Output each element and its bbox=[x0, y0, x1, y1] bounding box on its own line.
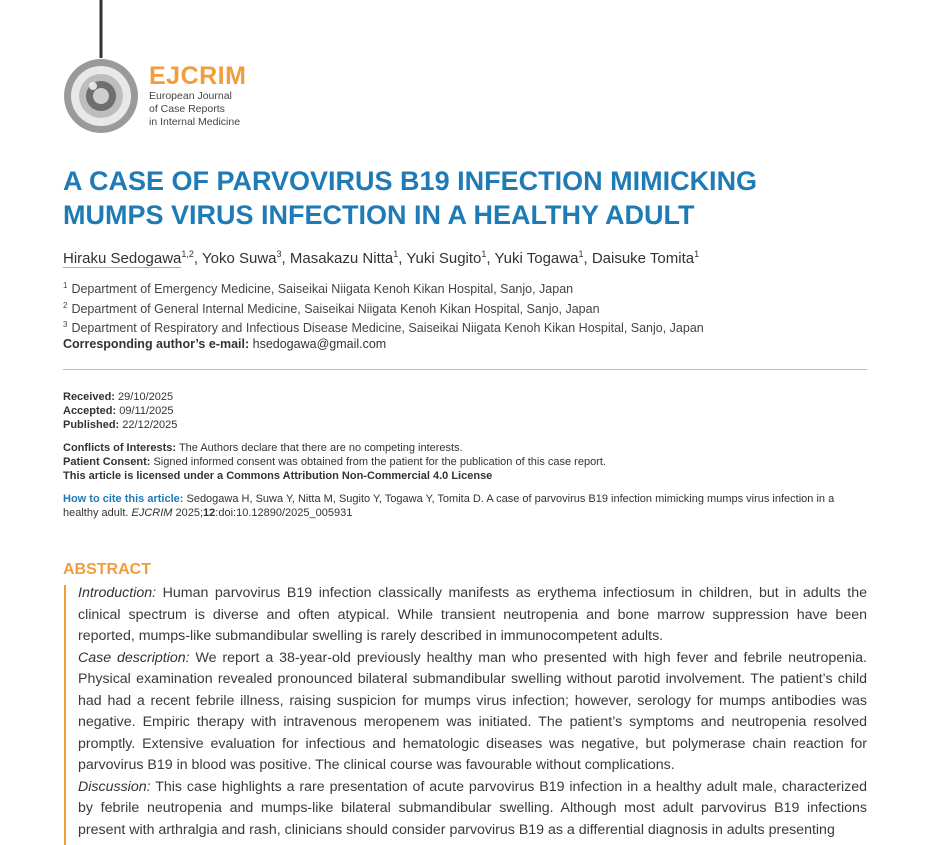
abstract-body bbox=[78, 583, 867, 841]
author-name: Yuki Togawa bbox=[494, 250, 579, 267]
citation-text: Sedogawa H, Suwa Y, Nitta M, Sugito Y, Togawa Y, Tomita D. A case of parvovirus B19 infection mimicking mumps virus infection in a healthy adult. bbox=[63, 493, 835, 519]
citation: How to cite this article: Sedogawa H, Suwa Y, Nitta M, Sugito Y, Togawa Y, Tomita D. A case of parvovirus B19 infection mimicking mumps virus infection in a healthy adult. EJCRIM 2025;12:doi:10.12890/2025_005931 bbox=[63, 493, 835, 519]
author-name: Masakazu Nitta bbox=[289, 250, 394, 267]
consent-statement: Patient Consent: Signed informed consent was obtained from the patient for the publication of this case report. bbox=[63, 456, 606, 468]
author-affiliation: 1 bbox=[481, 249, 487, 259]
affiliation-item: $^1$ Department of Emergency Medicine, Saiseikai Niigata Kenoh Kikan Hospital, Sanjo, Japan bbox=[63, 281, 574, 297]
author-name: Yuki Sugito bbox=[406, 250, 482, 267]
title-line: A CASE OF PARVOVIRUS B19 INFECTION MIMICKING bbox=[63, 166, 758, 196]
journal-name-line: in Internal Medicine bbox=[149, 116, 241, 128]
author-affiliation: 1 bbox=[578, 249, 584, 259]
conflicts-statement: Conflicts of Interests: The Authors declare that there are no competing interests. bbox=[63, 442, 463, 454]
abstract-introduction: Introduction: Human parvovirus B19 infection classically manifests as erythema infectiosum in children, but in adults the clinical spectrum is diverse and often atypical. While transient neutropenia and bone marrow suppression have been reported, mumps-like submandibular swelling is rarely described in immunocompetent adults. bbox=[78, 585, 867, 644]
published-date: Published: 22/12/2025 bbox=[63, 419, 178, 431]
citation-journal: EJCRIM bbox=[131, 507, 173, 519]
affiliation-list bbox=[63, 278, 704, 337]
author-affiliation: 1 bbox=[393, 249, 399, 259]
affiliation-item: $^3$ Department of Respiratory and Infectious Disease Medicine, Saiseikai Niigata Kenoh Kikan Hospital, Sanjo, Japan bbox=[63, 320, 704, 336]
divider bbox=[63, 369, 867, 370]
license-statement[interactable]: This article is licensed under a Commons Attribution Non-Commercial 4.0 License bbox=[63, 470, 493, 482]
corresponding-email[interactable]: hsedogawa@gmail.com bbox=[252, 337, 387, 351]
citation-doi[interactable]: :doi:10.12890/2025_005931 bbox=[215, 507, 353, 519]
accepted-date: Accepted: 09/11/2025 bbox=[63, 405, 174, 417]
journal-name-line: European Journal bbox=[149, 90, 232, 102]
article-notes bbox=[63, 441, 606, 483]
abstract-discussion: Discussion: This case highlights a rare presentation of acute parvovirus B19 infection in a healthy adult male, characterized by febrile neutropenia and mumps-like bilateral submandibular swelling. Although most adult parvovirus B19 infections present with arthralgia and rash, clinicians should consider parvovirus B19 as a differential diagnosis in adults presenting bbox=[78, 778, 867, 838]
author-list: Hiraku Sedogawa$^{1,2}$, Yoko Suwa$^3$, Masakazu Nitta$^1$, Yuki Sugito$^1$, Yuki Togawa$^1$, Daisuke Tomita$^1$ bbox=[63, 249, 700, 267]
article-dates bbox=[63, 390, 177, 432]
corresponding-label: Corresponding author’s e-mail: bbox=[63, 337, 250, 351]
article-title bbox=[63, 164, 883, 232]
author-name: Daisuke Tomita bbox=[591, 250, 695, 267]
abstract-case-description: Case description: We report a 38-year-old previously healthy man who presented with high fever and febrile neutropenia. Physical examination revealed pronounced bilateral submandibular swelling without parotid involvement. The patient’s child had had a recent febrile illness, raising suspicion for mumps virus infection; however, serology for mumps antibodies was negative. Empiric therapy with intravenous meropenem was initiated. The patient’s symptoms and neutropenia resolved promptly. Extensive evaluation for infectious and hematologic diseases was negative, but polymerase chain reaction for parvovirus B19 in blood was positive. The clinical course was favourable without complications. bbox=[78, 649, 867, 773]
author-affiliation: 1 bbox=[694, 249, 700, 259]
author-affiliation: 3 bbox=[276, 249, 282, 259]
author-link[interactable]: Hiraku Sedogawa bbox=[63, 250, 182, 267]
journal-name bbox=[149, 90, 240, 129]
abstract-accent-bar bbox=[64, 585, 66, 845]
abstract-heading: ABSTRACT bbox=[63, 561, 151, 578]
corresponding-author bbox=[63, 337, 386, 351]
journal-acronym: EJCRIM bbox=[149, 62, 247, 90]
citation-label: How to cite this article: bbox=[63, 493, 184, 505]
author-name: Yoko Suwa bbox=[202, 250, 277, 267]
author-affiliation: 1,2 bbox=[181, 249, 194, 259]
title-line: MUMPS VIRUS INFECTION IN A HEALTHY ADULT bbox=[63, 200, 695, 230]
received-date: Received: 29/10/2025 bbox=[63, 391, 174, 403]
affiliation-item: $^2$ Department of General Internal Medicine, Saiseikai Niigata Kenoh Kikan Hospital, Sanjo, Japan bbox=[63, 300, 600, 316]
journal-name-line: of Case Reports bbox=[149, 103, 225, 115]
